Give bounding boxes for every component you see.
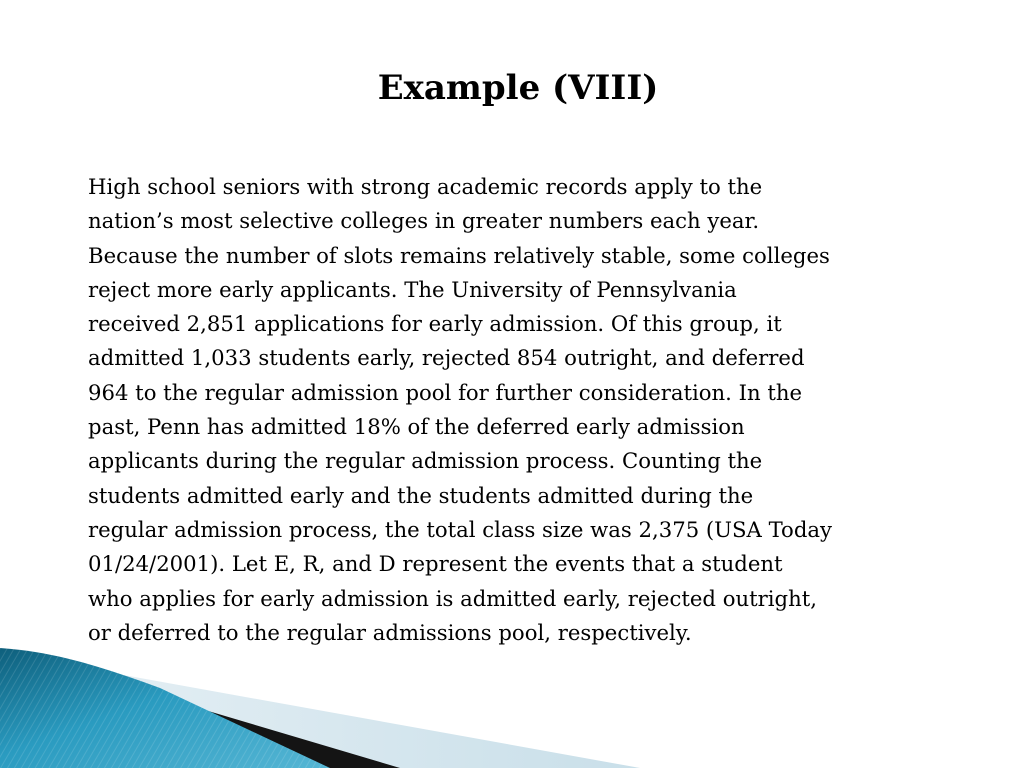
dark-swoosh-band bbox=[30, 658, 400, 768]
body-line: High school seniors with strong academic records apply to the bbox=[88, 174, 763, 199]
body-line: students admitted early and the students admitted during the bbox=[88, 482, 754, 508]
light-swoosh-band bbox=[40, 660, 640, 768]
body-line: regular admission process, the total class size was 2,375 (USA Today bbox=[88, 516, 832, 542]
slide-title: Example (VIII) bbox=[377, 68, 659, 108]
body-line: 964 to the regular admission pool for further consideration. In the bbox=[88, 379, 803, 405]
body-line: or deferred to the regular admissions pool, respectively. bbox=[88, 619, 692, 645]
body-line: past, Penn has admitted 18% of the deferred early admission bbox=[88, 414, 745, 440]
body-line: 01/24/2001). Let E, R, and D represent the events that a student bbox=[88, 551, 783, 577]
teal-swoosh-texture bbox=[0, 648, 330, 768]
body-line: received 2,851 applications for early admission. Of this group, it bbox=[88, 311, 782, 337]
slide-body-text bbox=[88, 170, 950, 650]
body-line: reject more early applicants. The University of Pennsylvania bbox=[88, 276, 737, 302]
body-line: who applies for early admission is admitted early, rejected outright, bbox=[88, 585, 817, 611]
body-line: Because the number of slots remains relatively stable, some colleges bbox=[88, 242, 830, 268]
body-line: applicants during the regular admission process. Counting the bbox=[88, 448, 763, 474]
teal-swoosh-band bbox=[0, 648, 330, 768]
body-line: admitted 1,033 students early, rejected 854 outright, and deferred bbox=[88, 345, 805, 371]
body-line: nation’s most selective colleges in greater numbers each year. bbox=[88, 208, 760, 234]
